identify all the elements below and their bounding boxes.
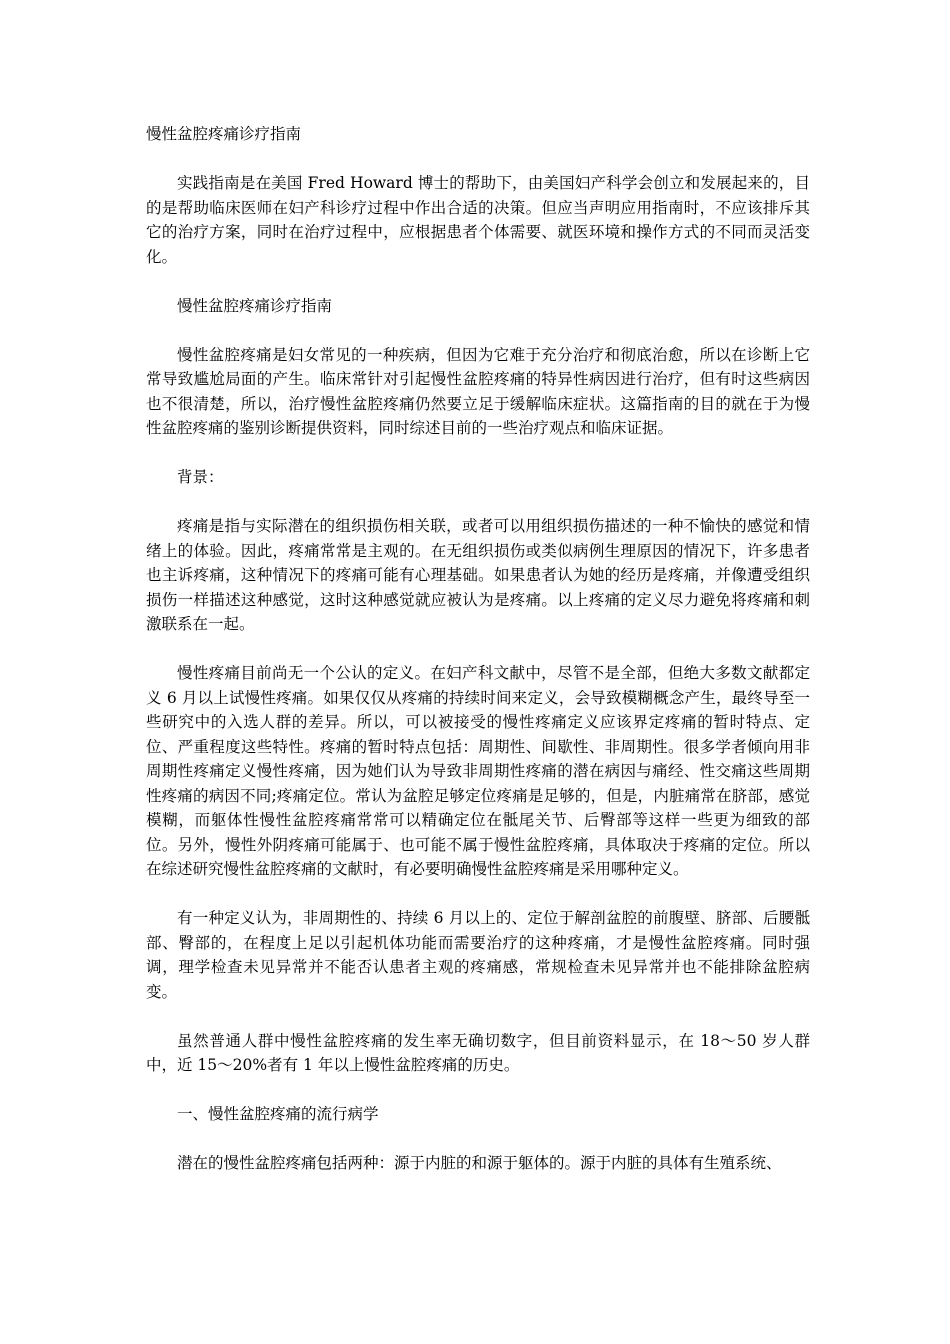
paragraph-pain-definition: 疼痛是指与实际潜在的组织损伤相关联，或者可以用组织损伤描述的一种不愉快的感觉和情绪上的体验。因此，疼痛常常是主观的。在无组织损伤或类似病例生理原因的情况下，许多患者也主诉疼痛，这种情况下的疼痛可能有心理基础。如果患者认为她的经历是疼痛，并像遭受组织损伤一样描述这种感觉，这时这种感觉就应被认为是疼痛。以上疼痛的定义尽力避免将疼痛和刺激联系在一起。 xyxy=(146,517,810,633)
paragraph-incidence: 虽然普通人群中慢性盆腔疼痛的发生率无确切数字，但目前资料显示，在 18～50 岁人群中，近 15～20%者有 1 年以上慢性盆腔疼痛的历史。 xyxy=(146,1031,810,1074)
section-heading-background: 背景： xyxy=(177,468,224,486)
paragraph-cpp-definition: 有一种定义认为，非周期性的、持续 6 月以上的、定位于解剖盆腔的前腹壁、脐部、后腰骶部、臀部的，在程度上足以引起机体功能而需要治疗的这种疼痛，才是慢性盆腔疼痛。同时强调，理学检查未见异常并不能否认患者主观的疼痛感，常规检查未见异常并也不能排除盆腔病变。 xyxy=(146,909,810,1001)
document-body xyxy=(146,122,810,1200)
section-heading-epidemiology: 一、慢性盆腔疼痛的流行病学 xyxy=(177,1105,379,1123)
document-title: 慢性盆腔疼痛诊疗指南 xyxy=(146,125,302,143)
section-heading-guideline: 慢性盆腔疼痛诊疗指南 xyxy=(177,296,333,315)
paragraph-sources: 潜在的慢性盆腔疼痛包括两种：源于内脏的和源于躯体的。源于内脏的具体有生殖系统、 xyxy=(177,1154,782,1172)
paragraph-chronic-pain: 慢性疼痛目前尚无一个公认的定义。在妇产科文献中，尽管不是全部，但绝大多数文献都定义 6 月以上试慢性疼痛。如果仅仅从疼痛的持续时间来定义，会导致模糊概念产生，最终导至一些研究中的入选人群的差异。所以，可以被接受的慢性疼痛定义应该界定疼痛的暂时特点、定位、严重程度这些特性。疼痛的暂时特点包括：周期性、间歇性、非周期性。很多学者倾向用非周期性疼痛定义慢性疼痛，因为她们认为导致非周期性疼痛的潜在病因与痛经、性交痛这些周期性疼痛的病因不同;疼痛定位。常认为盆腔足够定位疼痛是足够的，但是，内脏痛常在脐部，感觉模糊，而躯体性慢性盆腔疼痛常常可以精确定位在骶尾关节、后臀部等这样一些更为细致的部位。另外，慢性外阴疼痛可能属于、也可能不属于慢性盆腔疼痛，具体取决于疼痛的定位。所以在综述研究慢性盆腔疼痛的文献时，有必要明确慢性盆腔疼痛是采用哪种定义。 xyxy=(146,664,810,878)
paragraph-intro: 实践指南是在美国 Fred Howard 博士的帮助下，由美国妇产科学会创立和发展起来的，目的是帮助临床医师在妇产科诊疗过程中作出合适的决策。但应当声明应用指南时，不应该排斥其它的治疗方案，同时在治疗过程中，应根据患者个体需要、就医环境和操作方式的不同而灵活变化。 xyxy=(146,174,810,266)
paragraph-overview: 慢性盆腔疼痛是妇女常见的一种疾病，但因为它难于充分治疗和彻底治愈，所以在诊断上它常导致尴尬局面的产生。临床常针对引起慢性盆腔疼痛的特异性病因进行治疗，但有时这些病因也不很清楚，所以，治疗慢性盆腔疼痛仍然要立足于缓解临床症状。这篇指南的目的就在于为慢性盆腔疼痛的鉴别诊断提供资料，同时综述目前的一些治疗观点和临床证据。 xyxy=(146,345,810,437)
